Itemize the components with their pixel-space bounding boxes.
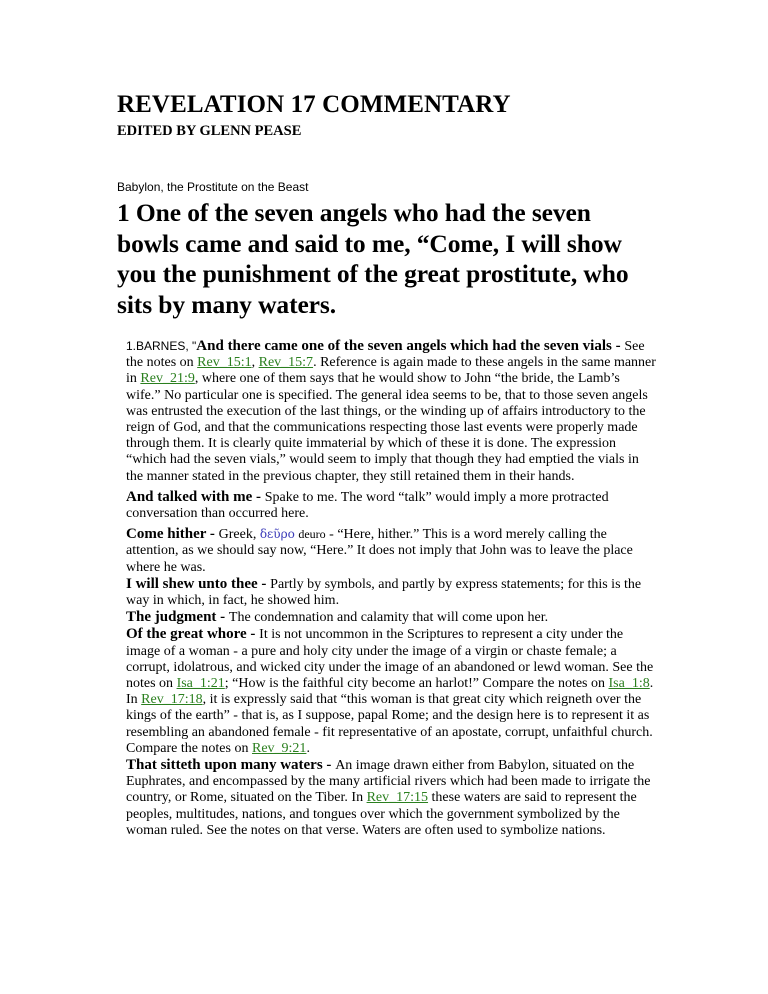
scripture-link[interactable]: Rev_15:1 (197, 355, 252, 371)
paragraph-heading: That sitteth upon many waters - (126, 757, 336, 774)
paragraph-text: Partly by symbols, and partly by express statements; for this is the way in which, in fact, he showed him. (126, 576, 642, 609)
verse-heading: 1 One of the seven angels who had the seven bowls came and said to me, “Come, I will show you the punishment of the great prostitute, who sits by many waters. (117, 198, 629, 319)
scripture-link[interactable]: Isa_1:21 (176, 676, 225, 692)
paragraph-text: , where one of them says that he would show to John “the bride, the Lamb’s wife.” No particular one is specified. The general idea seems to be, that to those seven angels was entrusted the execution of the last things, or the winding up of affairs introductory to the reign of God, and that the communications respecting those last events were properly made through them. It is clearly quite immaterial by which of these it is done. The expression “which had the seven vials,” would seem to imply that though they had emptied the vials in the manner stated in the previous chapter, they still retained them in their hands. (126, 371, 648, 484)
paragraph-text: Spake to me. The word “talk” would imply a more protracted conversation than occurred here. (126, 489, 609, 522)
commentary-paragraph-come-hither (117, 526, 657, 576)
paragraph-text: It is not uncommon in the Scriptures to represent a city under the image of a woman - a pure and holy city under the image of a virgin or chaste female; a corrupt, idolatrous, and wicked city under the image of an abandoned or lewd woman. See the notes on (126, 627, 654, 692)
document-page (117, 90, 657, 839)
scripture-link[interactable]: Rev_21:9 (140, 371, 195, 387)
section-label: Babylon, the Prostitute on the Beast (117, 180, 309, 194)
paragraph-text: An image drawn either from Babylon, situated on the Euphrates, and encompassed by the many artificial rivers which had been made to irrigate the country, or Rome, situated on the Tiber. In (126, 758, 651, 806)
paragraph-text: The condemnation and calamity that will come upon her. (228, 610, 549, 626)
paragraph-heading: Come hither - (126, 526, 219, 543)
scripture-link[interactable]: Rev_9:21 (251, 740, 307, 756)
transliteration: deuro (298, 527, 326, 542)
paragraph-text: . In (126, 676, 654, 708)
paragraph-text: . Reference is again made to these angels in the same manner in (126, 355, 656, 387)
commentary-paragraph-shew (117, 576, 657, 609)
document-title: REVELATION 17 COMMENTARY (117, 91, 511, 118)
paragraph-text: , it is expressly said that “this woman is that great city which reigneth over the kings of the earth” - that is, as I suppose, papal Rome; and the design here is to represent it as resembling an abandoned female - fit representative of an apostate, corrupt, unfaithful church. Compare the notes on (126, 692, 653, 756)
editor-line: EDITED BY GLENN PEASE (117, 123, 302, 139)
paragraph-heading: The judgment - (126, 609, 229, 626)
paragraph-text: ; “How is the faithful city become an harlot!” Compare the notes on (224, 676, 609, 692)
paragraph-text: these waters are said to represent the peoples, multitudes, nations, and tongues over which the government symbolized by the woman ruled. See the notes on that verse. Waters are often used to symbolize nations. (126, 790, 637, 838)
commentary-paragraph-great-whore (117, 626, 657, 757)
scripture-link[interactable]: Rev_17:15 (366, 790, 429, 806)
source-label: 1.BARNES, " (126, 339, 197, 353)
paragraph-text: See the notes on (126, 339, 645, 371)
paragraph-text: Greek, (218, 527, 260, 543)
paragraph-heading: I will shew unto thee - (126, 575, 271, 592)
commentary-paragraph-barnes (117, 338, 657, 485)
paragraph-heading: And talked with me - (126, 488, 265, 505)
paragraph-heading: And there came one of the seven angels which had the seven vials - (196, 338, 625, 354)
paragraph-text: , (251, 355, 259, 371)
commentary-paragraph-talked (117, 489, 657, 522)
paragraph-text: . (306, 740, 310, 756)
scripture-link[interactable]: Rev_17:18 (141, 692, 203, 708)
greek-word: δεῦρο (259, 527, 295, 542)
commentary-paragraph-many-waters (117, 757, 657, 839)
scripture-link[interactable]: Isa_1:8 (608, 676, 650, 692)
commentary-paragraph-judgment (117, 609, 657, 626)
scripture-link[interactable]: Rev_15:7 (258, 355, 314, 371)
paragraph-text: - “Here, hither.” This is a word merely calling the attention, as we should say now, “Here.” It does not imply that John was to leave the place where he was. (126, 527, 633, 575)
paragraph-heading: Of the great whore - (126, 626, 260, 643)
